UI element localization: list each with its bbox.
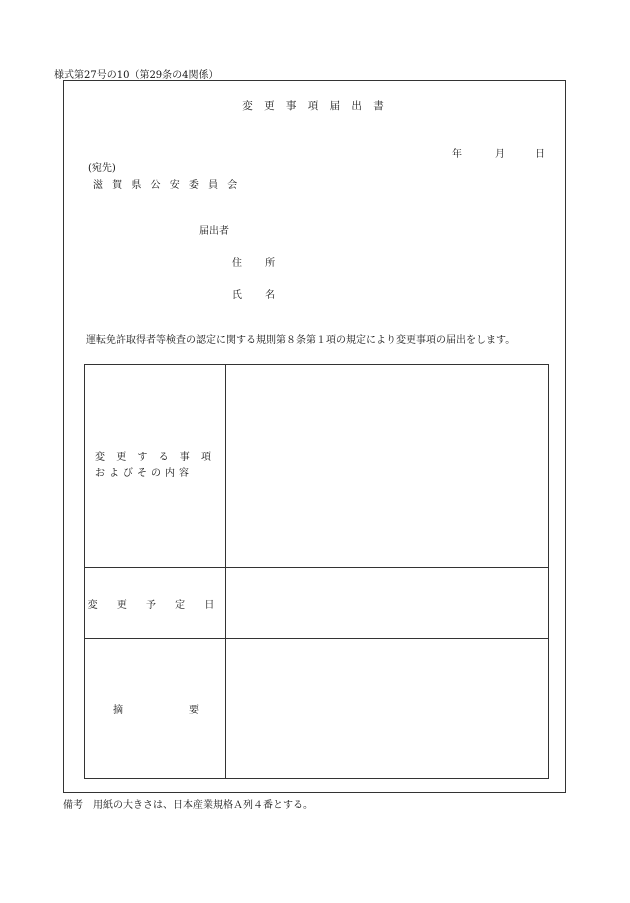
table-row-change-date [85, 568, 549, 639]
summary-label-right: 要 [189, 705, 199, 716]
date-day-label: 日 [535, 149, 545, 160]
changes-label [95, 450, 215, 482]
summary-value-field[interactable] [226, 639, 549, 779]
changes-label-line1: 変 更 す る 事 項 [95, 452, 215, 463]
changes-value-field[interactable] [226, 365, 549, 568]
remark-text: 備考 用紙の大きさは、日本産業規格Ａ列４番とする。 [63, 800, 313, 811]
change-date-label: 変 更 予 定 日 [87, 599, 223, 611]
change-details-table [84, 364, 549, 779]
change-date-value-field[interactable] [226, 568, 549, 639]
form-id: 様式第27号の10（第29条の4関係） [54, 70, 219, 81]
addressee: 滋 賀 県 公 安 委 員 会 [93, 180, 241, 191]
statement-text: 運転免許取得者等検査の認定に関する規則第８条第１項の規定により変更事項の届出をします。 [86, 335, 516, 346]
notifier-label: 届出者 [199, 226, 229, 237]
addressee-prefix: (宛先) [88, 163, 116, 174]
date-month-label: 月 [495, 149, 505, 160]
name-label: 氏 名 [232, 290, 286, 301]
date-year-label: 年 [452, 149, 462, 160]
document-title: 変 更 事 項 届 出 書 [242, 100, 388, 112]
address-label: 住 所 [232, 258, 286, 269]
changes-label-cell [85, 365, 226, 568]
summary-label [85, 701, 225, 716]
table-row-changes [85, 365, 549, 568]
summary-label-left: 摘 [113, 705, 123, 716]
changes-label-line2: およびその内容 [95, 468, 194, 479]
table-row-summary [85, 639, 549, 779]
summary-label-cell [85, 639, 226, 779]
change-date-label-cell [85, 568, 226, 639]
